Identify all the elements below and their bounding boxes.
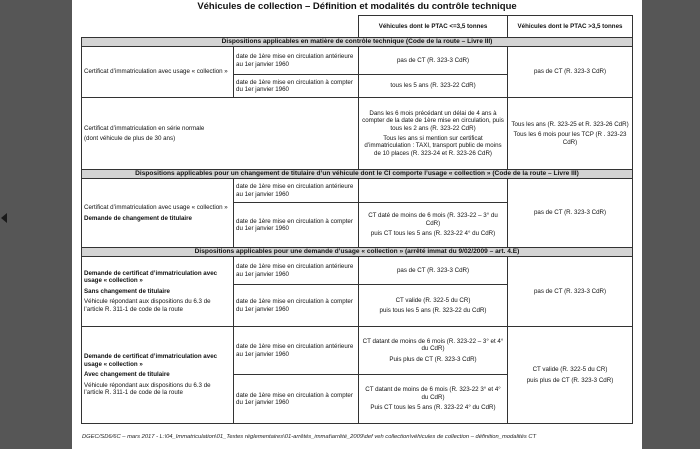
ct-rule: Tous les ans si mention sur certificat d’immatriculation : TAXI, transport public de moins de 10 places (R. 323-24 et R. 323-26 CdR) [364, 135, 502, 157]
table-row [82, 47, 633, 75]
table-row [82, 257, 633, 285]
ct-rule: pas de CT (R. 323-3 CdR) [359, 47, 508, 75]
table-row [82, 98, 633, 170]
row-label: Certificat d’immatriculation avec usage « collection » [84, 204, 228, 212]
page-title: Véhicules de collection – Définition et modalités du contrôle technique [197, 1, 517, 12]
row-label: Certificat d’immatriculation en série normale [84, 124, 205, 132]
table-row [82, 327, 633, 375]
date-condition: date de 1ère mise en circulation à compter du 1er janvier 1960 [234, 285, 359, 327]
row-sublabel: (dont véhicule de plus de 30 ans) [84, 135, 176, 142]
ct-rule: CT datant de moins de 6 mois (R. 323-22 – 3° et 4° du CdR) [362, 337, 504, 353]
section-title: Dispositions applicables en matière de contrôle technique (Code de la route – Livre III) [82, 38, 633, 47]
header-ptac-large: Véhicules dont le PTAC >3,5 tonnes [508, 16, 633, 38]
control-table [81, 15, 633, 424]
date-condition: date de 1ère mise en circulation antérieure au 1er janvier 1960 [234, 327, 359, 375]
row-sublabel: Avec changement de titulaire [84, 371, 170, 379]
ct-rule: tous les 5 ans (R. 323-22 CdR) [359, 75, 508, 98]
ct-rule: puis tous les 5 ans (R. 323-22 du CdR) [379, 307, 487, 314]
ct-rule: pas de CT (R. 323-3 CdR) [359, 257, 508, 285]
ct-rule: Tous les 6 mois pour les TCP (R . 323-23 CdR) [513, 131, 627, 146]
table-row [82, 179, 633, 203]
date-condition: date de 1ère mise en circulation antérieure au 1er janvier 1960 [234, 179, 359, 203]
table-header-row [82, 16, 633, 38]
ct-rule: CT valide (R. 322-5 du CR) [532, 366, 608, 374]
date-condition: date de 1ère mise en circulation antérieure au 1er janvier 1960 [234, 257, 359, 285]
ct-rule: Puis plus de CT (R. 323-3 CdR) [389, 355, 477, 363]
date-condition: date de 1ère mise en circulation à compter du 1er janvier 1960 [234, 203, 359, 248]
document-footer: DGEC/SD6/6C – mars 2017 - L:\04_Immatriculation\01_Textes réglementaires\01-arrêtés_immat\arrêté_2009\def veh collection\véhicules de collection – définition_modalités CT [82, 434, 537, 440]
header-ptac-small: Véhicules dont le PTAC <=3,5 tonnes [359, 16, 508, 38]
date-condition: date de 1ère mise en circulation à compter du 1er janvier 1960 [234, 375, 359, 424]
row-label: Demande de certificat d’immatriculation avec usage « collection » [84, 353, 218, 368]
ct-rule: puis plus de CT (R. 323-3 CdR) [526, 376, 614, 384]
row-sublabel: Sans changement de titulaire [84, 287, 170, 295]
ct-rule: CT valide (R. 322-5 du CR) [395, 296, 471, 304]
ct-rule: puis CT tous les 5 ans (R. 323-22 4° du CdR) [370, 230, 496, 238]
row-label: Certificat d’immatriculation avec usage « collection » [82, 47, 234, 98]
ct-rule: Dans les 6 mois précédant un délai de 4 ans à compter de la date de 1ère mise en circulation, puis tous les 2 ans (R. 323-22 CdR) [362, 109, 504, 132]
ct-rule: Tous les ans (R. 323-25 et R. 323-26 CdR) [511, 120, 629, 128]
ct-rule: pas de CT (R. 323-3 CdR) [508, 179, 633, 248]
ct-rule: CT daté de moins de 6 mois (R. 323-22 – 3° du CdR) [368, 212, 498, 227]
ct-rule: CT datant de moins de 6 mois (R. 323-22 3° et 4° du CdR) [365, 386, 501, 401]
ct-rule: pas de CT (R. 323-3 CdR) [508, 257, 633, 327]
date-condition: date de 1ère mise en circulation à compter du 1er janvier 1960 [234, 75, 359, 98]
ct-rule: Puis CT tous les 5 ans (R. 323-22 4° du CdR) [370, 404, 496, 412]
scroll-left-icon[interactable] [1, 213, 7, 223]
document-page [72, 0, 642, 449]
date-condition: date de 1ère mise en circulation antérieure au 1er janvier 1960 [234, 47, 359, 75]
row-note: Véhicule répondant aux dispositions du 6.3 de l’article R. 311-1 de code de la route [84, 298, 211, 313]
row-note: Véhicule répondant aux dispositions du 6.3 de l’article R. 311-1 de code de la route [84, 381, 211, 397]
section-title: Dispositions applicables pour un changement de titulaire d’un véhicule dont le CI comporte l’usage « collection » (Code de la route – Livre III) [82, 170, 633, 179]
section-title: Dispositions applicables pour une demande d’usage « collection » (arrêté immat du 9/02/2009 – art. 4.E) [82, 248, 633, 257]
row-label: Demande de certificat d’immatriculation avec usage « collection » [84, 269, 218, 285]
row-sublabel: Demande de changement de titulaire [84, 214, 192, 222]
ct-rule [359, 179, 508, 203]
ct-rule: pas de CT (R. 323-3 CdR) [508, 47, 633, 98]
